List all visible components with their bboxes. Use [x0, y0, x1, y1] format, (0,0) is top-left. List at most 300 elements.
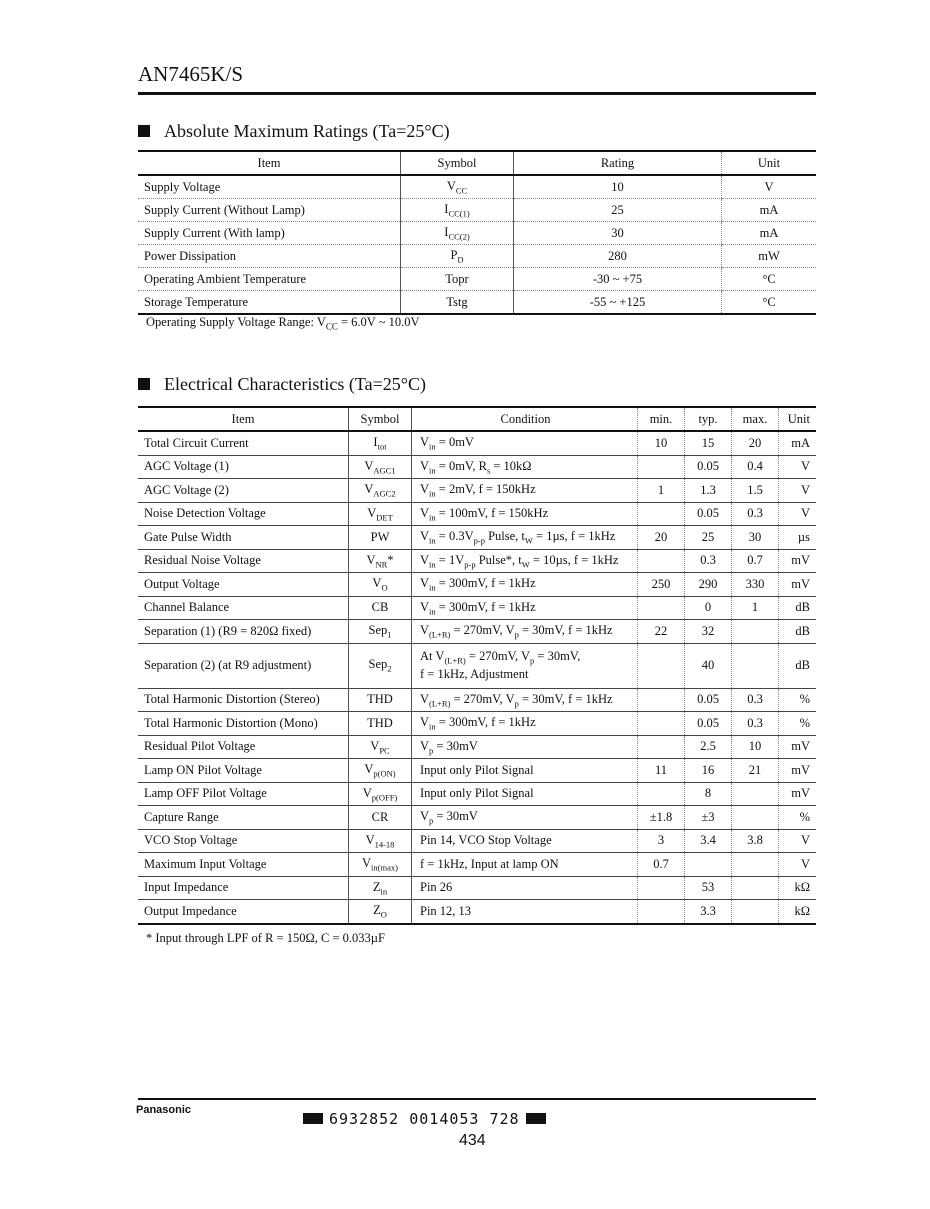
min-cell: 250: [638, 573, 685, 597]
table-row: [138, 853, 816, 877]
abs-max-section-title: [138, 121, 450, 142]
condition-subscript: p-p: [473, 535, 485, 546]
table-row: [138, 549, 816, 573]
min-cell: [638, 549, 685, 573]
typ-cell: 3.3: [685, 900, 732, 924]
condition-text: Pin 26: [420, 880, 453, 895]
symbol-cell: [401, 175, 514, 199]
condition-text: Pin 14, VCO Stop Voltage: [420, 833, 552, 848]
symbol-suffix: *: [387, 552, 394, 567]
condition-cell: [412, 455, 638, 479]
symbol-text: V: [362, 785, 372, 800]
symbol-cell: [349, 596, 412, 620]
symbol-text: V: [364, 762, 374, 776]
condition-text: = 270mV, V: [450, 691, 515, 706]
header-rule: [138, 92, 816, 95]
unit-cell: dB: [779, 620, 817, 644]
condition-cell: [412, 853, 638, 877]
typ-cell: 1.3: [685, 479, 732, 503]
condition-text: f = 1kHz, Input at lamp ON: [420, 856, 559, 871]
condition-subscript: in: [429, 441, 436, 452]
condition-subscript: in: [429, 488, 436, 499]
condition-cell: [412, 829, 638, 853]
table-row: [138, 431, 816, 455]
condition-text: = 10µs, f = 1kHz: [529, 552, 619, 567]
col-typ: typ.: [685, 407, 732, 431]
table-header-row: [138, 151, 816, 175]
item-cell: Separation (2) (at R9 adjustment): [138, 643, 349, 688]
col-item: Item: [138, 407, 349, 431]
symbol-text: P: [450, 247, 458, 262]
abs-max-table: [138, 150, 816, 315]
max-cell: [732, 782, 779, 806]
condition-text: = 300mV, f = 1kHz: [435, 599, 536, 614]
item-cell: Separation (1) (R9 = 820Ω fixed): [138, 620, 349, 644]
symbol-cell: [401, 268, 514, 291]
condition-subscript: in: [429, 535, 436, 546]
barcode-block-icon: [303, 1113, 323, 1124]
item-cell: Lamp OFF Pilot Voltage: [138, 782, 349, 806]
symbol-cell: [401, 245, 514, 268]
item-cell: Residual Noise Voltage: [138, 549, 349, 573]
condition-subscript: s: [486, 465, 491, 475]
typ-cell: ±3: [685, 806, 732, 830]
typ-cell: 32: [685, 620, 732, 644]
condition-subscript: in: [429, 721, 436, 732]
max-cell: [732, 806, 779, 830]
footer-rule: [138, 1098, 816, 1100]
item-cell: Maximum Input Voltage: [138, 853, 349, 877]
table-row: [138, 245, 816, 268]
symbol-subscript: p(ON): [373, 768, 396, 779]
table-row: [138, 479, 816, 503]
symbol-subscript: 1: [387, 629, 392, 640]
symbol-subscript: CC(2): [448, 231, 470, 242]
symbol-cell: [349, 688, 412, 712]
col-unit: Unit: [722, 151, 817, 175]
col-min: min.: [638, 407, 685, 431]
typ-cell: 0: [685, 596, 732, 620]
symbol-text: CR: [371, 809, 389, 824]
condition-subscript: in: [429, 582, 436, 593]
rating-cell: 30: [514, 222, 722, 245]
condition-cell: [412, 806, 638, 830]
typ-cell: 0.3: [685, 549, 732, 573]
condition-text: V: [420, 599, 430, 614]
condition-subscript: in: [429, 559, 436, 569]
condition-text: At V: [420, 649, 445, 664]
symbol-cell: [401, 199, 514, 222]
condition-subscript: in: [429, 512, 436, 522]
symbol-cell: [349, 573, 412, 597]
item-cell: Storage Temperature: [138, 291, 401, 315]
table-row: [138, 526, 816, 550]
item-cell: Gate Pulse Width: [138, 526, 349, 550]
col-rating: Rating: [514, 151, 722, 175]
table-row: [138, 829, 816, 853]
symbol-text: CB: [371, 600, 389, 615]
condition-text: = 1µs, f = 1kHz: [532, 529, 616, 543]
max-cell: [732, 853, 779, 877]
max-cell: 1.5: [732, 479, 779, 503]
item-cell: Total Circuit Current: [138, 431, 349, 455]
col-symbol: Symbol: [401, 151, 514, 175]
condition-text: = 0mV: [435, 435, 474, 449]
condition-text: = 300mV, f = 1kHz: [435, 576, 536, 590]
symbol-cell: [349, 549, 412, 573]
symbol-cell: [349, 431, 412, 455]
max-cell: 0.3: [732, 688, 779, 712]
condition-text: V: [420, 809, 430, 823]
symbol-subscript: O: [381, 582, 388, 593]
symbol-text: I: [444, 224, 449, 239]
item-cell: Residual Pilot Voltage: [138, 735, 349, 759]
condition-text: = 0.3V: [435, 529, 474, 543]
min-cell: 1: [638, 479, 685, 503]
unit-cell: V: [779, 853, 817, 877]
symbol-text: Topr: [445, 271, 469, 286]
symbol-subscript: DET: [376, 512, 393, 522]
condition-cell: [412, 643, 638, 688]
typ-cell: 53: [685, 876, 732, 900]
max-cell: 3.8: [732, 829, 779, 853]
max-cell: 30: [732, 526, 779, 550]
min-cell: [638, 502, 685, 526]
symbol-text: Z: [373, 903, 381, 917]
condition-cell: [412, 431, 638, 455]
condition-subscript: W: [521, 559, 530, 569]
unit-cell: mA: [722, 222, 817, 245]
typ-cell: 290: [685, 573, 732, 597]
table-row: [138, 199, 816, 222]
table-row: [138, 643, 816, 688]
table-row: [138, 759, 816, 783]
symbol-cell: [349, 829, 412, 853]
item-cell: Lamp ON Pilot Voltage: [138, 759, 349, 783]
unit-cell: %: [779, 712, 817, 736]
symbol-subscript: O: [380, 909, 387, 920]
unit-cell: V: [779, 829, 817, 853]
min-cell: 10: [638, 431, 685, 455]
condition-text: = 30mV, f = 1kHz: [518, 691, 613, 706]
max-cell: [732, 900, 779, 924]
symbol-text: PW: [370, 529, 390, 544]
condition-text: = 30mV: [433, 738, 478, 753]
unit-cell: V: [722, 175, 817, 199]
symbol-subscript: 14-18: [374, 839, 395, 849]
table-row: [138, 876, 816, 900]
typ-cell: 15: [685, 431, 732, 455]
item-cell: Power Dissipation: [138, 245, 401, 268]
condition-subscript: (L+R): [444, 655, 466, 666]
min-cell: [638, 643, 685, 688]
condition-text: = 10kΩ: [490, 458, 532, 473]
max-cell: [732, 620, 779, 644]
unit-cell: kΩ: [779, 876, 817, 900]
condition-cell: [412, 900, 638, 924]
symbol-text: V: [364, 458, 374, 473]
table-row: [138, 782, 816, 806]
condition-text: = 270mV, V: [465, 649, 531, 664]
barcode-block-icon: [526, 1113, 546, 1124]
max-cell: 1: [732, 596, 779, 620]
condition-text: Pulse*, t: [475, 552, 522, 567]
unit-cell: °C: [722, 291, 817, 315]
rating-cell: 25: [514, 199, 722, 222]
condition-text: = 270mV, V: [450, 623, 515, 637]
typ-cell: 0.05: [685, 455, 732, 479]
symbol-text: V: [364, 482, 374, 496]
table-row: [138, 455, 816, 479]
symbol-text: Z: [372, 879, 381, 894]
symbol-text: V: [446, 178, 456, 193]
condition-text: V: [420, 623, 430, 637]
symbol-cell: [349, 900, 412, 924]
page-number: 434: [459, 1132, 486, 1149]
condition-text: = 2mV, f = 150kHz: [435, 482, 536, 496]
symbol-cell: [349, 806, 412, 830]
max-cell: 330: [732, 573, 779, 597]
condition-text: Pin 12, 13: [420, 903, 472, 918]
condition-text: V: [420, 738, 430, 753]
condition-text: V: [420, 482, 430, 496]
unit-cell: mV: [779, 573, 817, 597]
col-condition: Condition: [412, 407, 638, 431]
table-row: [138, 735, 816, 759]
condition-cell: [412, 876, 638, 900]
condition-text: V: [420, 715, 430, 729]
condition-text: = 30mV: [433, 809, 478, 823]
condition-text: V: [420, 552, 430, 567]
brand-logo: Panasonic: [136, 1104, 192, 1116]
unit-cell: mA: [722, 199, 817, 222]
max-cell: 21: [732, 759, 779, 783]
condition-cell: [412, 759, 638, 783]
typ-cell: 25: [685, 526, 732, 550]
condition-cell: [412, 782, 638, 806]
symbol-text: V: [370, 738, 380, 753]
min-cell: [638, 900, 685, 924]
symbol-subscript: NR: [375, 559, 388, 569]
typ-cell: 0.05: [685, 688, 732, 712]
condition-text: Pulse, t: [484, 529, 525, 543]
condition-subscript: p: [429, 745, 434, 755]
condition-text: = 300mV, f = 1kHz: [435, 715, 536, 729]
condition-subscript: p: [514, 629, 519, 640]
unit-cell: mV: [779, 549, 817, 573]
symbol-subscript: CC: [455, 185, 468, 196]
item-cell: Capture Range: [138, 806, 349, 830]
symbol-cell: [349, 759, 412, 783]
col-item: Item: [138, 151, 401, 175]
rating-cell: -55 ~ +125: [514, 291, 722, 315]
footnote: * Input through LPF of R = 150Ω, C = 0.033µF: [146, 931, 385, 945]
symbol-text: THD: [367, 692, 393, 707]
max-cell: 0.7: [732, 549, 779, 573]
table-row: [138, 688, 816, 712]
condition-subscript: in: [429, 465, 436, 475]
item-cell: AGC Voltage (1): [138, 455, 349, 479]
condition-cell: [412, 502, 638, 526]
condition-cell: [412, 712, 638, 736]
symbol-cell: [349, 479, 412, 503]
symbol-cell: [349, 502, 412, 526]
condition-subscript: p: [530, 655, 535, 666]
condition-cell: [412, 688, 638, 712]
unit-cell: %: [779, 688, 817, 712]
condition-cell: [412, 620, 638, 644]
max-cell: 0.3: [732, 502, 779, 526]
symbol-cell: [349, 853, 412, 877]
table-row: [138, 175, 816, 199]
min-cell: [638, 455, 685, 479]
item-cell: Channel Balance: [138, 596, 349, 620]
item-cell: Operating Ambient Temperature: [138, 268, 401, 291]
item-cell: Input Impedance: [138, 876, 349, 900]
symbol-text: Tstg: [446, 294, 468, 309]
min-cell: [638, 712, 685, 736]
symbol-text: V: [367, 505, 377, 520]
supply-voltage-range-note: Operating Supply Voltage Range: $V_{CC} = 6.0V$ ~ 10.0V: [146, 315, 420, 332]
col-unit: Unit: [779, 407, 817, 431]
barcode-text: 6932852 0014053 728: [329, 1110, 520, 1128]
rating-cell: 280: [514, 245, 722, 268]
condition-subscript: p: [429, 815, 434, 826]
unit-cell: dB: [779, 596, 817, 620]
condition-text: Input only Pilot Signal: [420, 762, 534, 777]
condition-text: = 1V: [435, 552, 465, 567]
min-cell: 20: [638, 526, 685, 550]
condition-text: V: [420, 529, 430, 543]
rating-cell: 10: [514, 175, 722, 199]
table-header-row: [138, 407, 816, 431]
unit-cell: mV: [779, 759, 817, 783]
unit-cell: mW: [722, 245, 817, 268]
symbol-text: V: [365, 832, 375, 847]
unit-cell: dB: [779, 643, 817, 688]
symbol-text: THD: [367, 715, 393, 730]
condition-cell: [412, 479, 638, 503]
symbol-subscript: p(OFF): [371, 792, 398, 802]
condition-text: V: [420, 505, 430, 520]
table-row: [138, 596, 816, 620]
typ-cell: 0.05: [685, 502, 732, 526]
symbol-subscript: 2: [387, 663, 392, 674]
max-cell: 20: [732, 431, 779, 455]
min-cell: [638, 688, 685, 712]
symbol-cell: [349, 782, 412, 806]
table-row: [138, 502, 816, 526]
unit-cell: V: [779, 502, 817, 526]
condition-text: = 0mV, R: [435, 458, 487, 473]
table-row: [138, 806, 816, 830]
item-cell: Supply Current (Without Lamp): [138, 199, 401, 222]
condition-text: V: [420, 435, 430, 449]
item-cell: Total Harmonic Distortion (Stereo): [138, 688, 349, 712]
elec-char-table: [138, 406, 816, 925]
condition-text: = 30mV, f = 1kHz: [518, 623, 613, 637]
abs-max-title: Absolute Maximum Ratings (Ta=25°C): [164, 121, 450, 141]
min-cell: 22: [638, 620, 685, 644]
document-title: AN7465K/S: [138, 62, 244, 86]
unit-cell: °C: [722, 268, 817, 291]
max-cell: [732, 876, 779, 900]
condition-subscript: p-p: [464, 559, 476, 569]
symbol-cell: [349, 712, 412, 736]
condition-cell: [412, 573, 638, 597]
rating-cell: -30 ~ +75: [514, 268, 722, 291]
symbol-subscript: in: [380, 886, 388, 896]
symbol-cell: [349, 643, 412, 688]
max-cell: [732, 643, 779, 688]
condition-cell: [412, 735, 638, 759]
max-cell: 0.3: [732, 712, 779, 736]
typ-cell: 0.05: [685, 712, 732, 736]
max-cell: 0.4: [732, 455, 779, 479]
unit-cell: mA: [779, 431, 817, 455]
bullet-square-icon: [138, 125, 150, 137]
symbol-cell: [349, 620, 412, 644]
symbol-text: V: [362, 856, 372, 870]
symbol-subscript: CC(1): [448, 208, 470, 219]
min-cell: [638, 735, 685, 759]
condition-text: Input only Pilot Signal: [420, 786, 534, 801]
symbol-cell: [401, 222, 514, 245]
elec-section-title: [138, 374, 426, 395]
min-cell: 3: [638, 829, 685, 853]
typ-cell: 8: [685, 782, 732, 806]
symbol-text: V: [366, 552, 376, 567]
item-cell: VCO Stop Voltage: [138, 829, 349, 853]
typ-cell: 40: [685, 643, 732, 688]
table-row: [138, 268, 816, 291]
col-max: max.: [732, 407, 779, 431]
symbol-text: I: [373, 435, 378, 449]
typ-cell: 2.5: [685, 735, 732, 759]
condition-subscript: in: [429, 606, 436, 616]
symbol-cell: [349, 735, 412, 759]
condition-cell: [412, 596, 638, 620]
condition-text: V: [420, 576, 430, 590]
symbol-cell: [401, 291, 514, 315]
table-row: [138, 291, 816, 315]
symbol-subscript: PC: [379, 745, 390, 755]
symbol-cell: [349, 526, 412, 550]
unit-cell: mV: [779, 735, 817, 759]
min-cell: 11: [638, 759, 685, 783]
item-cell: Output Impedance: [138, 900, 349, 924]
unit-cell: kΩ: [779, 900, 817, 924]
item-cell: Total Harmonic Distortion (Mono): [138, 712, 349, 736]
symbol-text: Sep: [368, 657, 388, 672]
symbol-subscript: tot: [377, 441, 387, 452]
condition-text: V: [420, 458, 430, 473]
min-cell: [638, 782, 685, 806]
typ-cell: 3.4: [685, 829, 732, 853]
item-cell: Supply Voltage: [138, 175, 401, 199]
barcode-line: [297, 1110, 552, 1128]
symbol-text: Sep: [368, 623, 388, 637]
item-cell: Supply Current (With lamp): [138, 222, 401, 245]
item-cell: AGC Voltage (2): [138, 479, 349, 503]
condition-subscript: W: [524, 535, 533, 546]
table-row: [138, 222, 816, 245]
condition-text: f = 1kHz, Adjustment: [420, 666, 529, 681]
symbol-subscript: D: [457, 254, 464, 265]
unit-cell: mV: [779, 782, 817, 806]
item-cell: Noise Detection Voltage: [138, 502, 349, 526]
unit-cell: V: [779, 455, 817, 479]
